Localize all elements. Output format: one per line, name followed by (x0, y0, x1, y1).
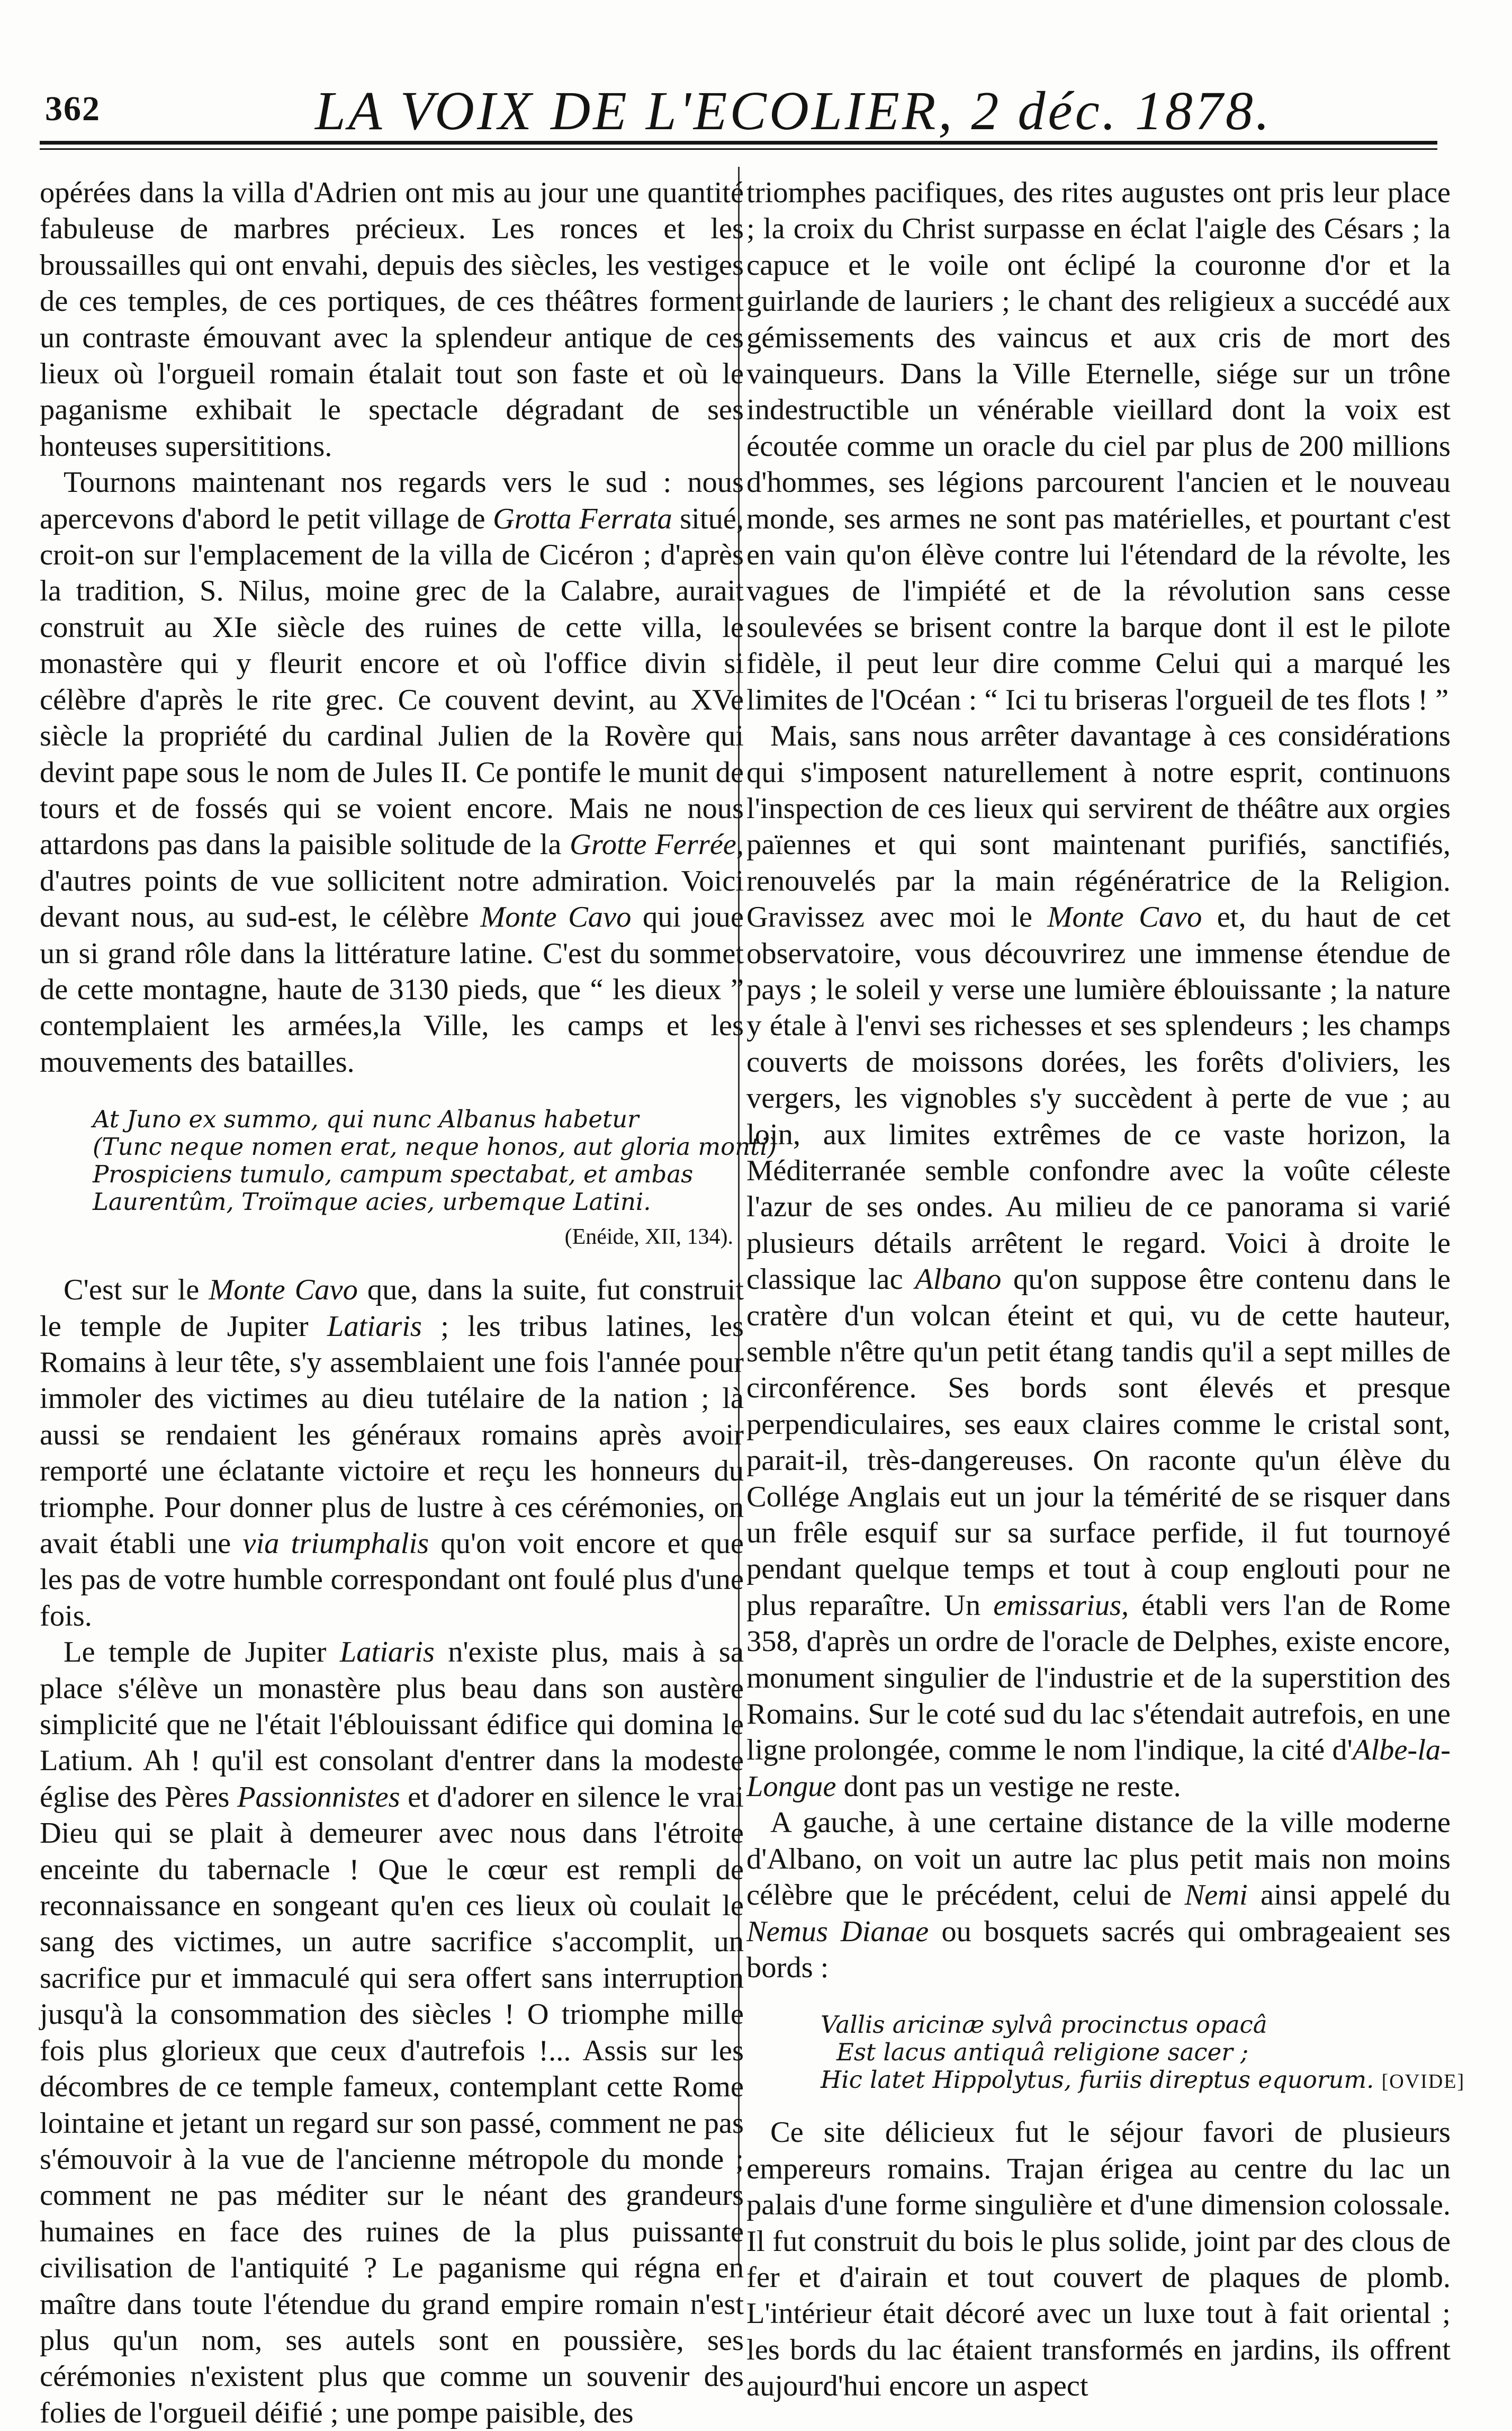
right-paragraph-4: Ce site délicieux fut le séjour favori de plusieurs empereurs romains. Trajan érigea au centre du lac un palais d'une forme singulière et d'une dimension colossale. Il fut construit du bois le plus solide, joint par des clous de fer et d'airain et tout couvert de plaques de plomb. L'intérieur était décoré avec un luxe tout à fait oriental ; les bords du lac étaient transformés en jardins, ils offrent aujourd'hui encore un aspect (746, 2116, 1451, 2403)
left-paragraph-1: opérées dans la villa d'Adrien ont mis au jour une quantité fabuleuse de marbres précieux. Les ronces et les broussailles qui ont envahi, depuis des siècles, les vestiges de ces temples, de ces portiques, de ces théâtres forment un contraste émouvant avec la splendeur antique de ces lieux où l'orgueil romain étalait tout son faste et où le paganisme exhibait le spectacle dégradant de ses honteuses supersititions. (40, 176, 744, 463)
verse-line: (Tunc neque nomen erat, neque honos, aut gloria monti) (93, 1133, 777, 1161)
verse-line: Hic latet Hippolytus, furiis direptus equorum. [OVIDE] (821, 2066, 1465, 2094)
right-paragraph-3: A gauche, à une certaine distance de la ville moderne d'Albano, on voit un autre lac plus petit mais non moins célèbre que le précédent, celui de Nemi ainsi appelé du Nemus Dianae ou bosquets sacrés qui ombrageaient ses bords : (746, 1806, 1451, 1984)
verse-source: (Enéide, XII, 134). (564, 1225, 733, 1250)
masthead-title: LA VOIX DE L'ECOLIER, 2 déc. 1878. (315, 80, 1272, 141)
right-paragraph-2: Mais, sans nous arrêter davantage à ces considérations qui s'imposent naturellement à notre esprit, continuons l'inspection de ces lieux qui servirent de théâtre aux orgies païennes et qui sont maintenant purifiés, sanctifiés, renouvelés par la main régénératrice de la Religion. Gravissez avec moi le Monte Cavo et, du haut de cet observatoire, vous découvrirez une immense étendue de pays ; le soleil y verse une lumière éblouissante ; la nature y étale à l'envi ses richesses et ses splendeurs ; les champs couverts de moissons dorées, les forêts d'oliviers, les vergers, les vignobles s'y succèdent à perte de vue ; au loin, aux limites extrêmes de ce vaste horizon, la Méditerranée semble confondre avec la voûte céleste l'azur de ses ondes. Au milieu de ce panorama si varié plusieurs détails arrêtent le regard. Voici à droite le classique lac Albano qu'on suppose être contenu dans le cratère d'un volcan éteint et qui, vu de cette hauteur, semble n'être qu'un petit étang tandis qu'il a sept milles de circonférence. Ses bords sont élevés et presque perpendiculaires, ses eaux claires comme le cristal sont, parait-il, très-dangereuses. On raconte qu'un élève du Collége Anglais eut un jour la témérité de se risquer dans un frêle esquif sur sa surface perfide, il fut tournoyé pendant quelque temps et tout à coup englouti pour ne plus reparaître. Un emissarius, établi vers l'an de Rome 358, d'après un ordre de l'oracle de Delphes, existe encore, monument singulier de l'industrie et de la superstition des Romains. Sur le coté sud du lac s'étendait autrefois, en une ligne prolongée, comme le nom l'indique, la cité d'Albe-la-Longue dont pas un vestige ne reste. (746, 720, 1451, 1803)
left-paragraph-2: Tournons maintenant nos regards vers le sud : nous apercevons d'abord le petit village de Grotta Ferrata situé, croit-on sur l'emplacement de la villa de Cicéron ; d'après la tradition, S. Nilus, moine grec de la Calabre, aurait construit au XIe siècle des ruines de cette villa, le monastère qui y fleurit encore et où l'office divin si célèbre d'après le rite grec. Ce couvent devint, au XVe siècle la propriété du cardinal Julien de la Rovère qui devint pape sous le nom de Jules II. Ce pontife le munit de tours et de fossés qui se voient encore. Mais ne nous attardons pas dans la paisible solitude de la Grotte Ferrée, d'autres points de vue sollicitent notre admiration. Voici devant nous, au sud-est, le célèbre Monte Cavo qui joue un si grand rôle dans la littérature latine. C'est du sommet de cette montagne, haute de 3130 pieds, que “ les dieux ” contemplaient les armées,la Ville, les camps et les mouvements des batailles. (40, 466, 744, 1079)
page-header (40, 79, 1459, 141)
page-number: 362 (45, 89, 101, 128)
header-rule-thick (40, 141, 1437, 145)
header-rule-thin (40, 148, 1437, 150)
latin-verse-ovid (821, 2011, 1465, 2095)
verse-line: Vallis aricinæ sylvâ procinctus opacâ (821, 2011, 1267, 2039)
verse-source: [OVIDE] (1381, 2070, 1465, 2093)
verse-line: Prospiciens tumulo, campum spectabat, et ambas (93, 1160, 694, 1189)
right-paragraph-1: triomphes pacifiques, des rites augustes ont pris leur place ; la croix du Christ surpasse en éclat l'aigle des Césars ; la capuce et le voile ont éclipé la couronne d'or et la guirlande de lauriers ; le chant des religieux a succédé aux gémissements des vaincus et aux cris de mort des vainqueurs. Dans la Ville Eternelle, siége sur un trône indestructible un vénérable vieillard dont la voix est écoutée comme un oracle du ciel par plus de 200 millions d'hommes, ses légions parcourent l'ancien et le nouveau monde, ses armes ne sont pas matérielles, et pourtant c'est en vain qu'on élève contre lui l'étendard de la révolte, les vagues de l'impiété et de la révolution sans cesse soulevées se brisent contre la barque dont il est le pilote fidèle, il peut leur dire comme Celui qui a marqué les limites de l'Océan : “ Ici tu briseras l'orgueil de tes flots ! ” (746, 176, 1451, 716)
left-paragraph-3: C'est sur le Monte Cavo que, dans la suite, fut construit le temple de Jupiter Latiaris ; les tribus latines, les Romains à leur tête, s'y assemblaient une fois l'année pour immoler des victimes au dieu tutélaire de la nation ; là aussi se rendaient les généraux romains après avoir remporté une éclatante victoire et reçu les honneurs du triomphe. Pour donner plus de lustre à ces cérémonies, on avait établi une via triumphalis qu'on voit encore et que les pas de votre humble correspondant ont foulé plus d'une fois. (40, 1273, 744, 1632)
verse-line: Laurentûm, Troïmque acies, urbemque Latini. (93, 1188, 651, 1216)
left-paragraph-4: Le temple de Jupiter Latiaris n'existe plus, mais à sa place s'élève un monastère plus beau dans son austère simplicité que ne l'était l'éblouissant édifice qui domina le Latium. Ah ! qu'il est consolant d'entrer dans la modeste église des Pères Passionnistes et d'adorer en silence le vrai Dieu qui se plait à demeurer avec nous dans l'étroite enceinte du tabernacle ! Que le cœur est rempli de reconnaissance en songeant qu'en ces lieux où coulait le sang des victimes, un autre sacrifice s'accomplit, un sacrifice pur et immaculé qui sera offert sans interruption jusqu'à la consommation des siècles ! O triomphe mille fois plus glorieux que ceux d'autrefois !... Assis sur les décombres de ce temple fameux, contemplant cette Rome lointaine et jetant un regard sur son passé, comment ne pas s'émouvoir à la vue de l'ancienne métropole du monde ; comment ne pas méditer sur le néant des grandeurs humaines en face des ruines de la plus puissante civilisation de l'antiquité ? Le paganisme qui régna en maître dans toute l'étendue du grand empire romain n'est plus qu'un nom, ses autels sont en poussière, ses cérémonies n'existent plus que comme un souvenir des folies de l'orgueil déifié ; une pompe paisible, des (40, 1636, 744, 2429)
verse-line: Est lacus antiquâ religione sacer ; (836, 2038, 1249, 2067)
right-column (746, 175, 1465, 2405)
left-column (40, 175, 777, 2431)
verse-line: At Juno ex summo, qui nunc Albanus habetur (93, 1105, 639, 1134)
latin-verse-aeneid (93, 1105, 777, 1251)
